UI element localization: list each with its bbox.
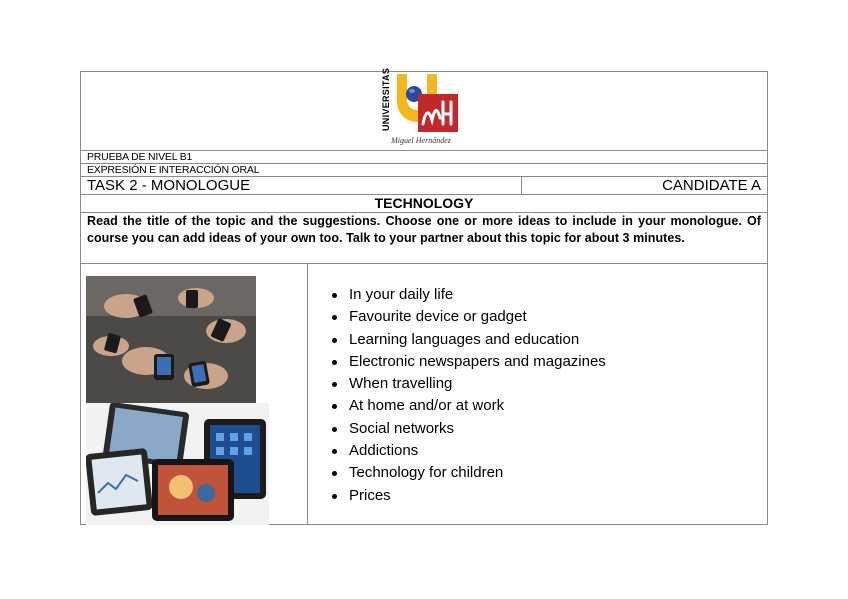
topic-title: TECHNOLOGY <box>374 195 474 211</box>
list-item: In your daily life <box>329 284 606 306</box>
image-column <box>81 264 307 525</box>
list-item: When travelling <box>329 373 606 395</box>
exam-sheet <box>80 67 768 525</box>
logo-row <box>81 67 767 150</box>
list-item: Prices <box>329 485 606 507</box>
logo-vertical-text: UNIVERSITAS <box>381 67 391 131</box>
list-item: Favourite device or gadget <box>329 306 606 328</box>
university-logo <box>381 67 461 148</box>
candidate-label: CANDIDATE A <box>662 177 761 194</box>
tablets-photo <box>86 403 269 525</box>
list-item: At home and/or at work <box>329 395 606 417</box>
column-separator <box>307 264 308 525</box>
cell-separator <box>521 176 522 194</box>
umh-emblem-icon <box>381 67 461 136</box>
list-item: Electronic newspapers and magazines <box>329 351 606 373</box>
list-item: Technology for children <box>329 462 606 484</box>
phones-photo <box>86 276 256 403</box>
exam-level: PRUEBA DE NIVEL B1 <box>87 151 193 163</box>
list-item: Social networks <box>329 418 606 440</box>
ideas-list <box>329 284 606 507</box>
logo-signature: Miguel Hernández <box>391 136 451 145</box>
task-label: TASK 2 - MONOLOGUE <box>87 177 251 194</box>
exam-part: EXPRESIÓN E INTERACCIÓN ORAL <box>87 164 260 176</box>
list-item: Addictions <box>329 440 606 462</box>
list-item: Learning languages and education <box>329 329 606 351</box>
instructions: Read the title of the topic and the suggestions. Choose one or more ideas to include in your monologue. Of course you can add ideas of your own too. Talk to your partner about this topic for about 3 minutes. <box>87 214 761 245</box>
